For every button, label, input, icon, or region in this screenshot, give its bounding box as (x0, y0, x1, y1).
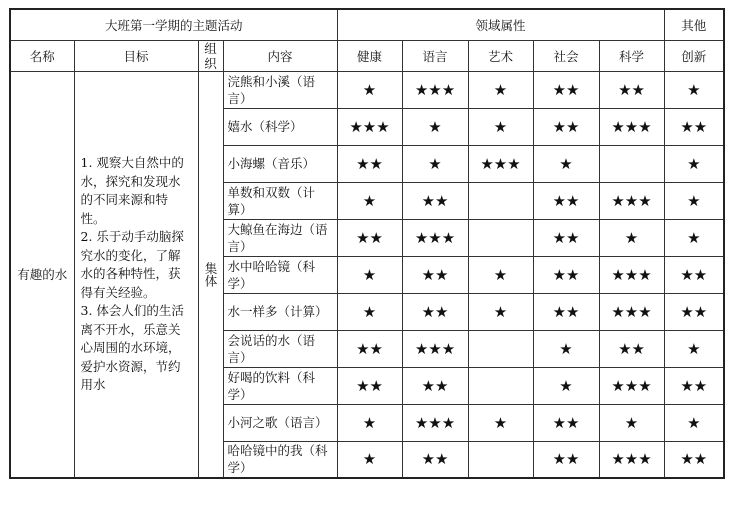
language-rating: ★★★ (402, 219, 468, 256)
innovation-rating: ★ (664, 71, 724, 108)
health-rating: ★ (337, 182, 402, 219)
innovation-rating: ★★ (664, 108, 724, 145)
social-rating: ★ (533, 367, 599, 404)
health-rating: ★ (337, 256, 402, 293)
social-rating: ★★ (533, 441, 599, 478)
art-rating (468, 330, 533, 367)
social-rating: ★★ (533, 256, 599, 293)
social-rating: ★ (533, 145, 599, 182)
activity-content: 水一样多（计算） (223, 293, 337, 330)
health-rating: ★ (337, 404, 402, 441)
other-header: 其他 (664, 9, 724, 40)
language-rating: ★★ (402, 182, 468, 219)
activity-content: 会说话的水（语言） (223, 330, 337, 367)
column-header-social: 社会 (533, 40, 599, 71)
innovation-rating: ★★ (664, 441, 724, 478)
activity-content: 好喝的饮料（科学） (223, 367, 337, 404)
art-rating (468, 219, 533, 256)
social-rating: ★★ (533, 71, 599, 108)
social-rating: ★★ (533, 219, 599, 256)
innovation-rating: ★ (664, 145, 724, 182)
science-rating (599, 145, 664, 182)
art-rating (468, 367, 533, 404)
language-rating: ★★★ (402, 330, 468, 367)
column-header-content: 内容 (223, 40, 337, 71)
theme-organization: 集体 (198, 71, 223, 478)
language-rating: ★★ (402, 256, 468, 293)
science-rating: ★★ (599, 71, 664, 108)
activity-content: 小海螺（音乐） (223, 145, 337, 182)
column-header-innovation: 创新 (664, 40, 724, 71)
social-rating: ★★ (533, 108, 599, 145)
activity-content: 大鲸鱼在海边（语言） (223, 219, 337, 256)
health-rating: ★★★ (337, 108, 402, 145)
science-rating: ★ (599, 219, 664, 256)
innovation-rating: ★ (664, 404, 724, 441)
innovation-rating: ★ (664, 219, 724, 256)
science-rating: ★★★ (599, 108, 664, 145)
language-rating: ★★ (402, 441, 468, 478)
table-title: 大班第一学期的主题活动 (10, 9, 337, 40)
social-rating: ★ (533, 330, 599, 367)
health-rating: ★ (337, 293, 402, 330)
art-rating: ★ (468, 256, 533, 293)
science-rating: ★★★ (599, 256, 664, 293)
language-rating: ★★ (402, 293, 468, 330)
column-header-org: 组织 (198, 40, 223, 71)
innovation-rating: ★ (664, 330, 724, 367)
activity-content: 浣熊和小溪（语言） (223, 71, 337, 108)
language-rating: ★ (402, 145, 468, 182)
art-rating: ★★★ (468, 145, 533, 182)
health-rating: ★ (337, 71, 402, 108)
table-row (10, 71, 724, 108)
activity-content: 嬉水（科学） (223, 108, 337, 145)
column-header-art: 艺术 (468, 40, 533, 71)
language-rating: ★★★ (402, 404, 468, 441)
language-rating: ★★★ (402, 71, 468, 108)
language-rating: ★ (402, 108, 468, 145)
science-rating: ★★★ (599, 367, 664, 404)
art-rating: ★ (468, 108, 533, 145)
health-rating: ★★ (337, 219, 402, 256)
art-rating (468, 441, 533, 478)
health-rating: ★ (337, 441, 402, 478)
activity-content: 哈哈镜中的我（科学） (223, 441, 337, 478)
innovation-rating: ★★ (664, 256, 724, 293)
language-rating: ★★ (402, 367, 468, 404)
art-rating: ★ (468, 71, 533, 108)
innovation-rating: ★ (664, 182, 724, 219)
theme-activity-table (9, 8, 725, 479)
column-header-goal: 目标 (74, 40, 198, 71)
health-rating: ★★ (337, 145, 402, 182)
activity-content: 水中哈哈镜（科学） (223, 256, 337, 293)
health-rating: ★★ (337, 367, 402, 404)
activity-content: 小河之歌（语言） (223, 404, 337, 441)
column-header-name: 名称 (10, 40, 74, 71)
column-header-language: 语言 (402, 40, 468, 71)
column-header-science: 科学 (599, 40, 664, 71)
art-rating (468, 182, 533, 219)
innovation-rating: ★★ (664, 293, 724, 330)
health-rating: ★★ (337, 330, 402, 367)
science-rating: ★★★ (599, 182, 664, 219)
science-rating: ★★★ (599, 441, 664, 478)
science-rating: ★★★ (599, 293, 664, 330)
science-rating: ★★ (599, 330, 664, 367)
theme-goal: 1. 观察大自然中的水，探究和发现水的不同来源和特性。 2. 乐于动手动脑探究水的变化，了解水的各种特性，获得有关经验。 3. 体会人们的生活离不开水，乐意关心周围的水环境，爱护水资源，节约用水 (74, 71, 198, 478)
social-rating: ★★ (533, 182, 599, 219)
social-rating: ★★ (533, 293, 599, 330)
social-rating: ★★ (533, 404, 599, 441)
domain-attributes-header: 领域属性 (337, 9, 664, 40)
science-rating: ★ (599, 404, 664, 441)
art-rating: ★ (468, 404, 533, 441)
art-rating: ★ (468, 293, 533, 330)
innovation-rating: ★★ (664, 367, 724, 404)
column-header-health: 健康 (337, 40, 402, 71)
theme-name: 有趣的水 (10, 71, 74, 478)
activity-content: 单数和双数（计算） (223, 182, 337, 219)
